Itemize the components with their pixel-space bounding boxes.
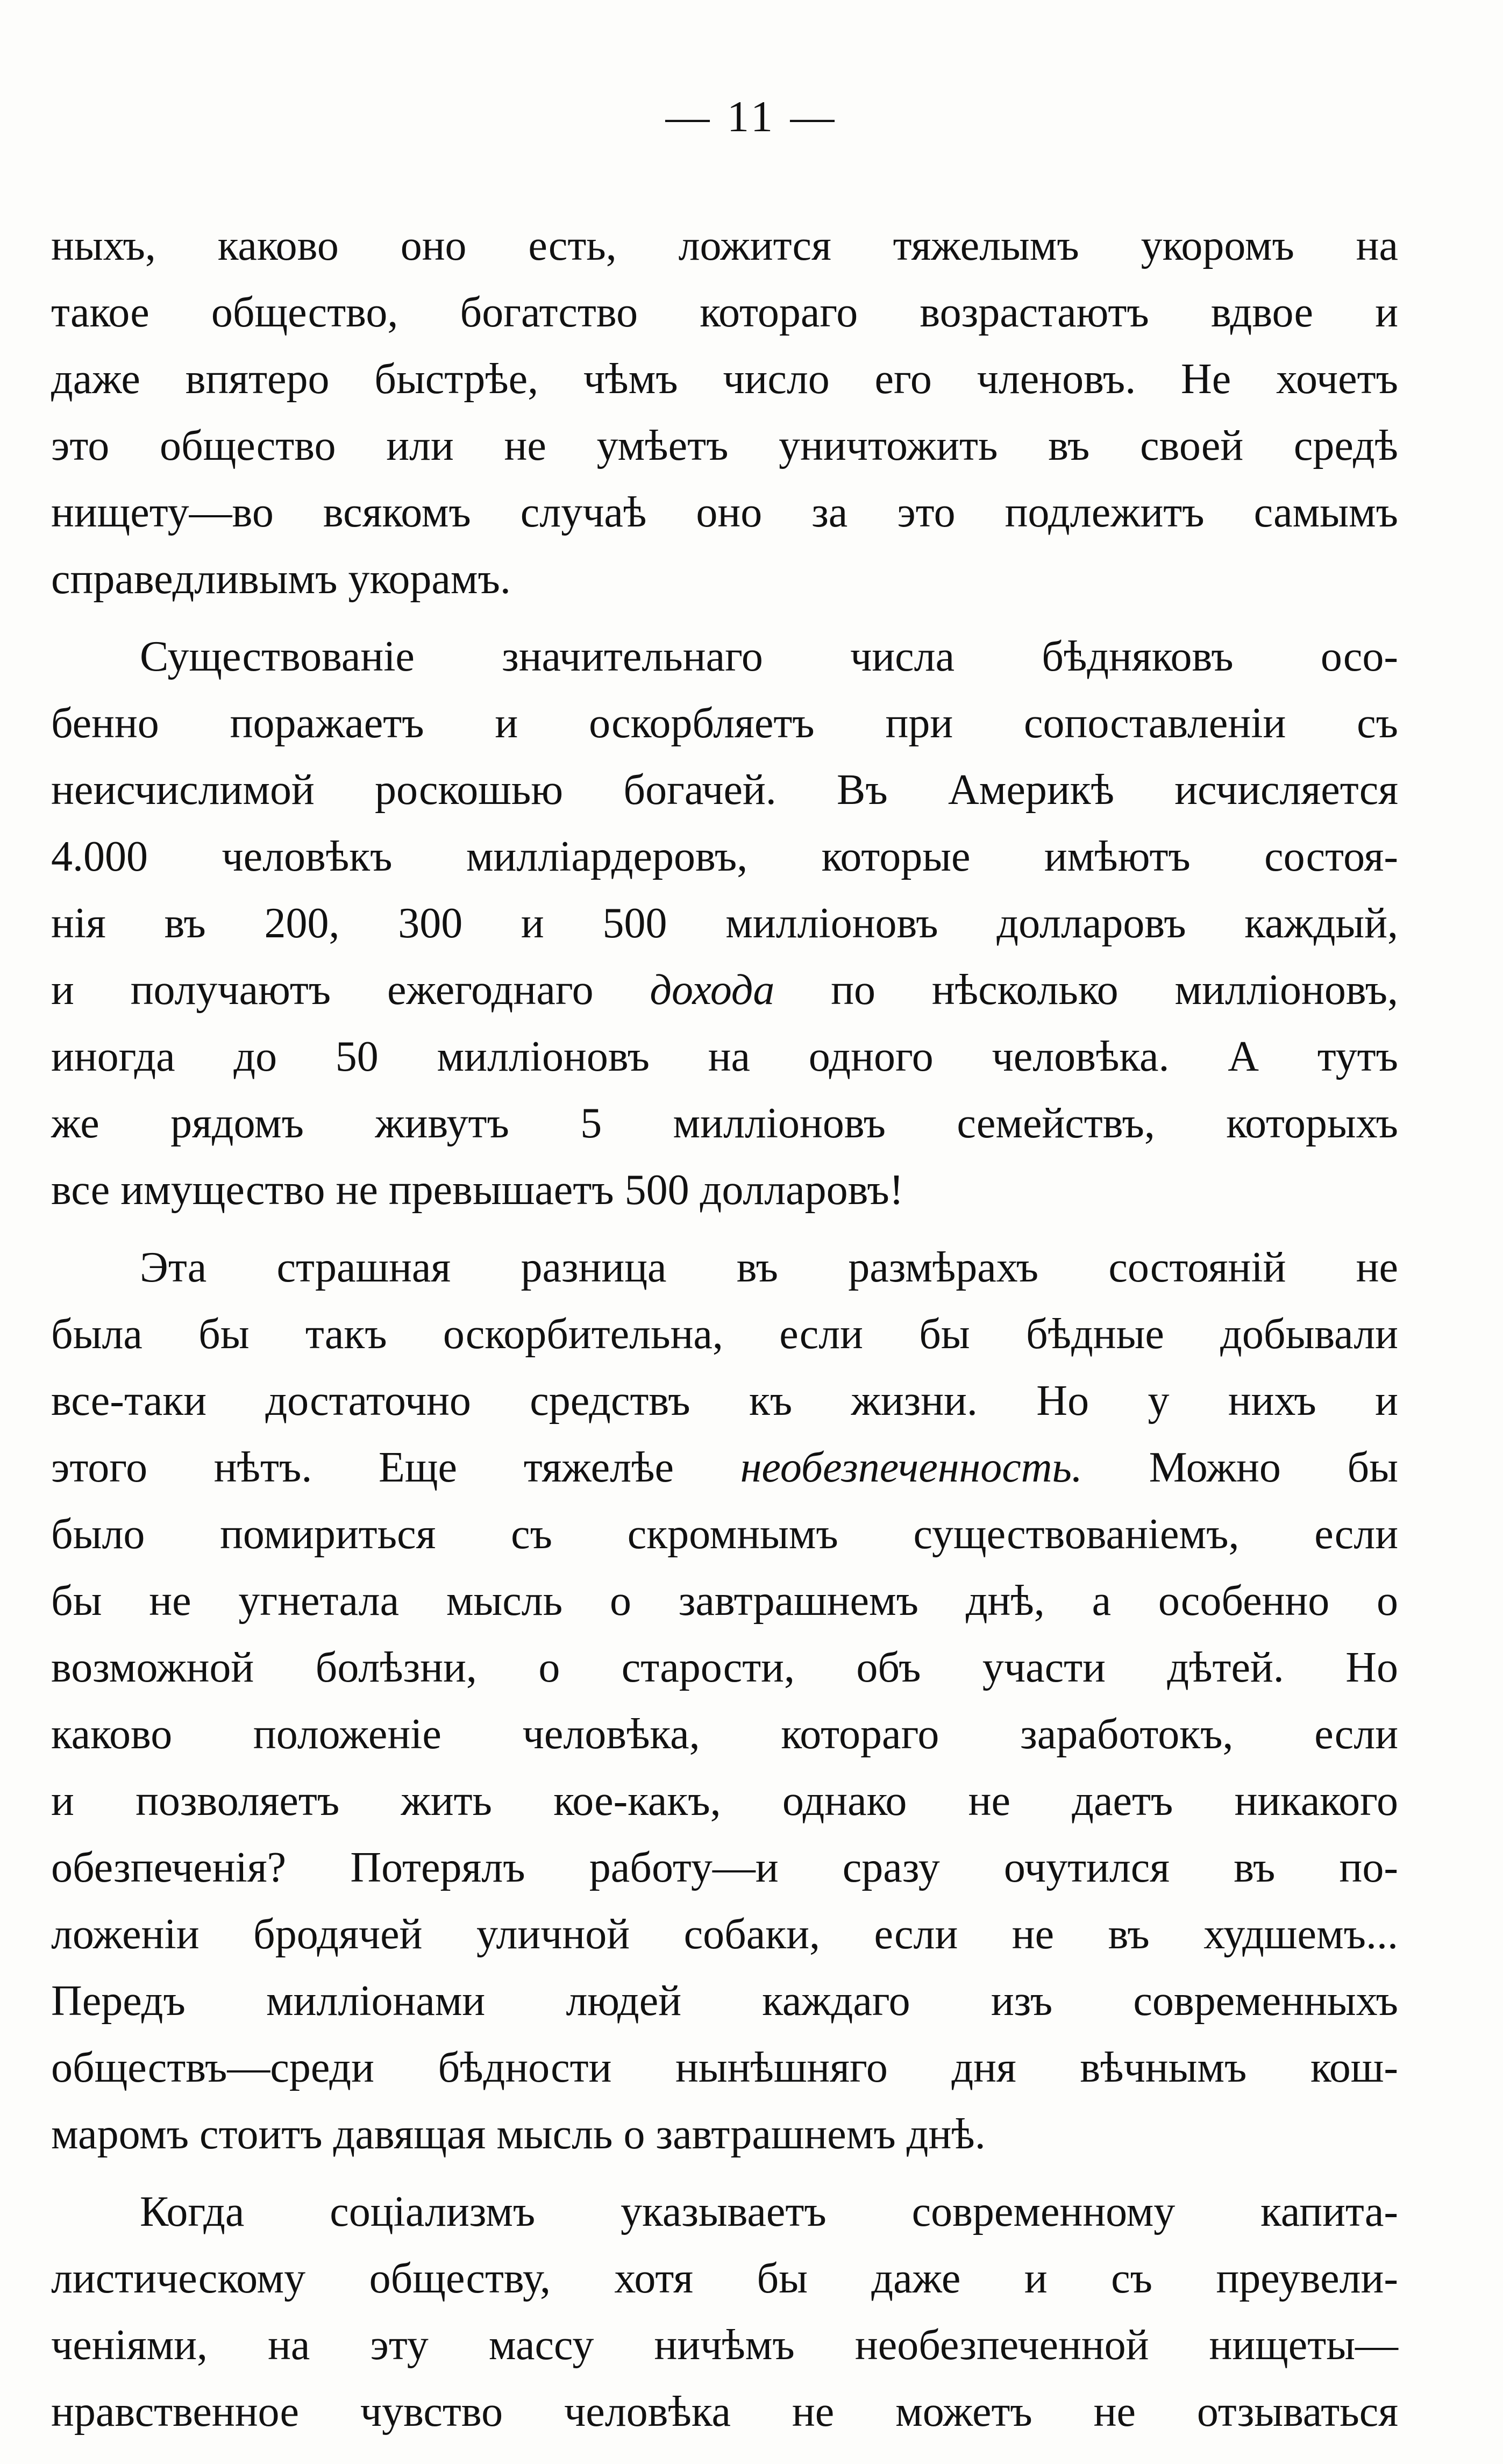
text-line <box>51 1434 1398 1501</box>
text-line: было помириться съ скромнымъ существованіемъ, если <box>51 1511 1398 1558</box>
text-line: нищету—во всякомъ случаѣ оно за это подлежитъ самымъ <box>51 489 1398 536</box>
text-line: ныхъ, каково оно есть, ложится тяжелымъ укоромъ на <box>51 222 1398 269</box>
text-line: каково положеніе человѣка, котораго заработокъ, если <box>51 1711 1398 1758</box>
text-line: ложеніи бродячей уличной собаки, если не въ худшемъ... <box>51 1911 1398 1958</box>
text-run: этого нѣтъ. Еще тяжелѣе <box>51 1444 740 1491</box>
text-line: же рядомъ живутъ 5 милліоновъ семействъ, которыхъ <box>51 1100 1398 1147</box>
text-line: бы не угнетала мысль о завтрашнемъ днѣ, а особенно о <box>51 1577 1398 1625</box>
text-line: справедливымъ укорамъ. <box>51 556 511 603</box>
text-line: 4.000 человѣкъ милліардеровъ, которые имѣютъ состоя- <box>51 833 1398 880</box>
text-line: Когда соціализмъ указываетъ современному капита- <box>140 2188 1398 2235</box>
italic-emphasis: необезпеченность. <box>740 1444 1082 1491</box>
text-line: обществъ—среди бѣдности нынѣшняго дня вѣчнымъ кош- <box>51 2044 1398 2091</box>
paragraph <box>51 2178 1398 2445</box>
text-line: была бы такъ оскорбительна, если бы бѣдные добывали <box>51 1311 1398 1358</box>
text-line: иногда до 50 милліоновъ на одного человѣка. А тутъ <box>51 1033 1398 1080</box>
text-line: маромъ стоитъ давящая мысль о завтрашнемъ днѣ. <box>51 2111 986 2158</box>
text-run: Можно бы <box>1082 1444 1398 1491</box>
text-line: Эта страшная разница въ размѣрахъ состояній не <box>140 1244 1398 1291</box>
text-line <box>51 957 1398 1023</box>
text-line: Существованіе значительнаго числа бѣдняковъ осо- <box>140 633 1398 680</box>
text-line: бенно поражаетъ и оскорбляетъ при сопоставленіи съ <box>51 700 1398 747</box>
text-line: нія въ 200, 300 и 500 милліоновъ долларовъ каждый, <box>51 900 1398 947</box>
paragraph <box>51 212 1398 613</box>
text-line: такое общество, богатство котораго возрастаютъ вдвое и <box>51 289 1398 336</box>
text-line: возможной болѣзни, о старости, объ участи дѣтей. Но <box>51 1644 1398 1691</box>
body-text <box>51 212 1398 2445</box>
text-run: по нѣсколько милліоновъ, <box>774 966 1398 1014</box>
text-line: нравственное чувство человѣка не можетъ не отзываться <box>51 2388 1398 2435</box>
text-run: и получаютъ ежегоднаго <box>51 966 650 1014</box>
text-line: все-таки достаточно средствъ къ жизни. Но у нихъ и <box>51 1377 1398 1425</box>
page-number: — 11 — <box>665 92 838 141</box>
text-line: неисчислимой роскошью богачей. Въ Америкѣ исчисляется <box>51 766 1398 814</box>
text-line: и позволяетъ жить кое-какъ, однако не даетъ никакого <box>51 1777 1398 1825</box>
text-line: это общество или не умѣетъ уничтожить въ своей средѣ <box>51 422 1398 469</box>
text-line: ченіями, на эту массу ничѣмъ необезпеченной нищеты— <box>51 2321 1398 2369</box>
text-line: Передъ милліонами людей каждаго изъ современныхъ <box>51 1977 1398 2025</box>
text-line: листическому обществу, хотя бы даже и съ преувели- <box>51 2255 1398 2302</box>
italic-emphasis: дохода <box>650 966 775 1014</box>
text-line: даже впятеро быстрѣе, чѣмъ число его членовъ. Не хочетъ <box>51 355 1398 403</box>
paragraph <box>51 1234 1398 2168</box>
text-line: обезпеченія? Потерялъ работу—и сразу очутился въ по- <box>51 1844 1398 1891</box>
text-line: все имущество не превышаетъ 500 долларовъ! <box>51 1166 904 1214</box>
paragraph <box>51 623 1398 1223</box>
